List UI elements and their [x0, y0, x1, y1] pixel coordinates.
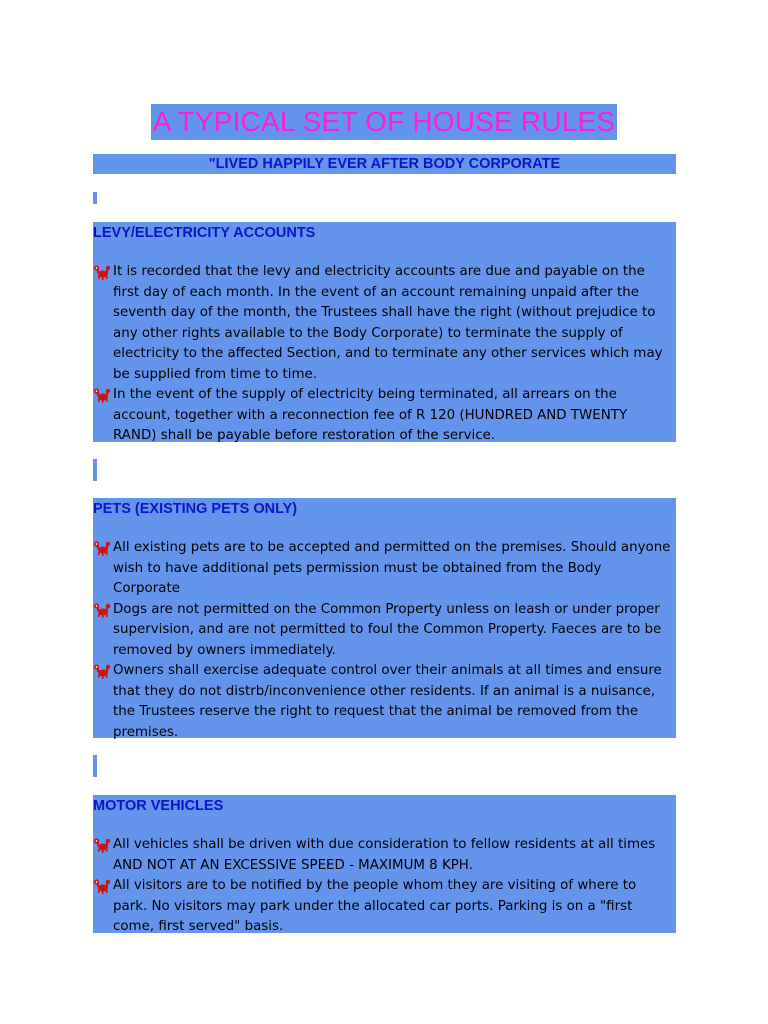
rule-text: Owners shall exercise adequate control over their animals at all times and ensure that they do not distrb/inconvenience other residents. If an animal is a nuisance, the Trustees reserve the right to request that the animal be removed from the premises. [113, 663, 662, 740]
section-pets [93, 498, 676, 738]
section-heading: MOTOR VEHICLES [93, 798, 224, 814]
rule-list [93, 538, 676, 743]
rule-text: All vehicles shall be driven with due consideration to fellow residents at all times AND NOT AT AN EXCESSIVE SPEED - MAXIMUM 8 KPH. [113, 837, 656, 873]
rule-item [93, 262, 676, 385]
section-marker [93, 192, 97, 204]
section-motor-vehicles [93, 795, 676, 933]
rule-text: In the event of the supply of electricity being terminated, all arrears on the account, together with a reconnection fee of R 120 (HUNDRED AND TWENTY RAND) shall be payable before restoration of the service. [113, 387, 628, 443]
title-wrapper [0, 104, 768, 140]
section-heading: LEVY/ELECTRICITY ACCOUNTS [93, 225, 316, 241]
crab-icon [93, 387, 111, 403]
section-marker [93, 755, 97, 777]
section-heading: PETS (EXISTING PETS ONLY) [93, 501, 298, 517]
crab-icon [93, 878, 111, 894]
rule-item [93, 876, 676, 938]
crab-icon [93, 663, 111, 679]
section-marker [93, 459, 97, 481]
rule-item [93, 538, 676, 600]
rule-text: Dogs are not permitted on the Common Property unless on leash or under proper supervision, and are not permitted to foul the Common Property. Faeces are to be removed by owners immediately. [113, 601, 662, 658]
document-subtitle: "LIVED HAPPILY EVER AFTER BODY CORPORATE [93, 154, 676, 174]
rule-text: It is recorded that the levy and electricity accounts are due and payable on the first day of each month. In the event of an account remaining unpaid after the seventh day of the month, the Trustees shall have the right (without prejudice to any other rights available to the Body Corporate) to terminate the supply of electricity to the affected Section, and to terminate any other services which may be supplied from time to time. [113, 264, 663, 382]
rule-item [93, 600, 676, 662]
crab-icon [93, 540, 111, 556]
rule-list [93, 835, 676, 938]
rule-text: All existing pets are to be accepted and permitted on the premises. Should anyone wish to have additional pets permission must be obtained from the Body Corporate [113, 540, 671, 596]
crab-icon [93, 602, 111, 618]
rule-item [93, 661, 676, 743]
crab-icon [93, 264, 111, 280]
rule-item [93, 385, 676, 447]
section-levy-electricity [93, 222, 676, 442]
rule-item [93, 835, 676, 876]
rule-list [93, 262, 676, 447]
rule-text: All visitors are to be notified by the people whom they are visiting of where to park. No visitors may park under the allocated car ports. Parking is on a "first come, first served" basis. [113, 878, 637, 934]
crab-icon [93, 837, 111, 853]
document-title: A TYPICAL SET OF HOUSE RULES [151, 104, 618, 140]
